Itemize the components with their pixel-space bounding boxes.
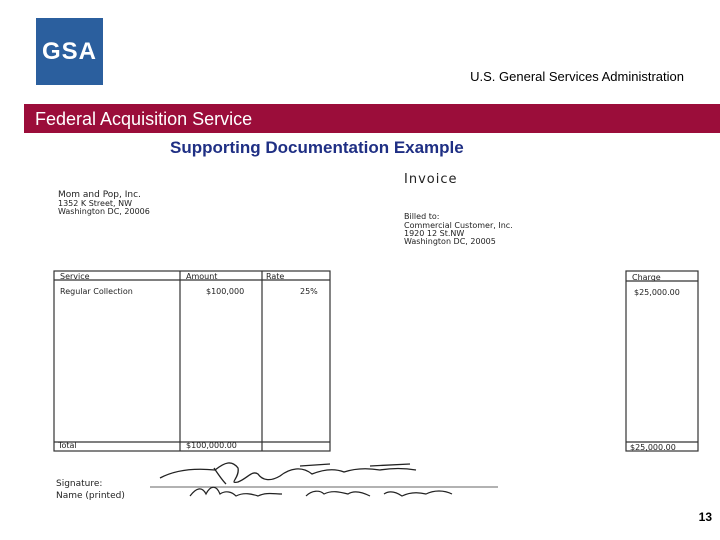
vendor-street: 1352 K Street, NW xyxy=(58,199,132,208)
row-service: Regular Collection xyxy=(60,287,133,296)
column-header-rate: Rate xyxy=(266,272,285,281)
agency-name: U.S. General Services Administration xyxy=(470,69,684,84)
row-charge: $25,000.00 xyxy=(634,288,680,297)
gsa-logo-text: GSA xyxy=(41,37,97,65)
slide-title: Supporting Documentation Example xyxy=(170,138,464,157)
vendor-city: Washington DC, 20006 xyxy=(58,207,150,216)
page-number: 13 xyxy=(698,510,712,524)
total-charge: $25,000.00 xyxy=(630,443,676,452)
invoice-title: Invoice xyxy=(404,172,458,187)
column-header-amount: Amount xyxy=(186,272,218,281)
printed-name-label: Name (printed) xyxy=(56,491,125,501)
column-header-service: Service xyxy=(60,272,90,281)
customer-city: Washington DC, 20005 xyxy=(404,237,496,246)
banner-title: Federal Acquisition Service xyxy=(35,109,253,129)
billed-to-label: Billed to: xyxy=(404,212,440,221)
row-rate: 25% xyxy=(300,287,318,296)
handwritten-printed-name xyxy=(190,487,452,496)
handwritten-signature xyxy=(160,463,416,484)
vendor-name: Mom and Pop, Inc. xyxy=(58,190,141,200)
row-amount: $100,000 xyxy=(206,287,245,296)
customer-street: 1920 12 St.NW xyxy=(404,229,465,238)
total-amount: $100,000.00 xyxy=(186,441,237,450)
column-header-charge: Charge xyxy=(632,273,661,282)
signature-label: Signature: xyxy=(56,479,103,489)
total-label: Total xyxy=(58,441,77,450)
customer-name: Commercial Customer, Inc. xyxy=(404,221,513,230)
